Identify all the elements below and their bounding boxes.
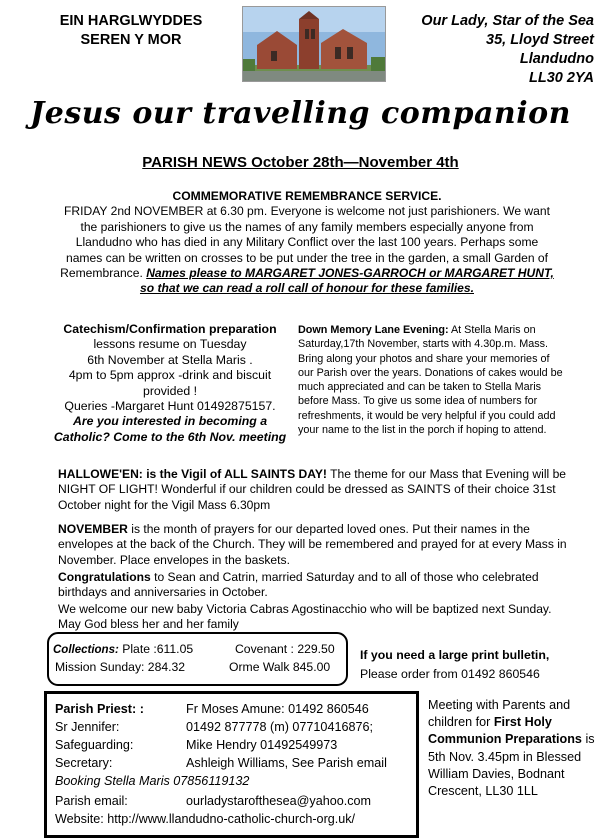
secretary-label: Secretary:: [55, 756, 113, 770]
halloween-body: The theme for our Mass that Evening will be NIGHT OF LIGHT! Wonderful if our children could be dressed as SAINTS of their choice 31st October night for the Vigil Mass 6.30pm: [58, 467, 567, 512]
catechism-line-1: lessons resume on Tuesday: [93, 337, 247, 352]
congratulations-body: to Sean and Catrin, married Saturday and to all of those who celebrated birthdays and anniversaries in October.: [58, 570, 539, 600]
memory-lane-heading: Down Memory Lane Evening:: [298, 324, 449, 336]
welsh-name-line-2: SEREN Y MOR: [80, 32, 182, 48]
collections-label: Collections:: [53, 644, 119, 656]
address-line-1: Our Lady, Star of the Sea: [421, 13, 594, 29]
welsh-name-line-1: EIN HARGLWYDDES: [59, 13, 203, 29]
catechism-heading: Catechism/Confirmation preparation: [63, 322, 277, 336]
remembrance-body: FRIDAY 2nd NOVEMBER at 6.30 pm. Everyone is welcome not just parishioners. We want the parishioners to give us the names of any family members especially anyone from Llandudno who has died in any Military Conflict over the last 100 years. Perhaps some names can be written on crosses to be put under the tree in the garden, a small Garden of Remembrance.: [60, 204, 550, 281]
remembrance-heading: COMMEMORATIVE REMEMBRANCE SERVICE.: [172, 189, 442, 203]
remembrance-names-request: Names please to MARGARET JONES-GARROCH or MARGARET HUNT, so that we can read a roll call of honour for these families.: [139, 266, 554, 296]
parish-priest-value: Fr Moses Amune: 01492 860546: [186, 702, 369, 716]
parish-email-label: Parish email:: [55, 794, 128, 808]
remembrance-text: [56, 204, 558, 296]
catechism-line-3: 4pm to 5pm approx -drink and biscuit provided !: [68, 368, 272, 398]
catechism-section: [52, 322, 288, 445]
halloween-heading: HALLOWE'EN: is the Vigil of ALL SAINTS DAY!: [58, 467, 327, 481]
parish-welsh-name: [36, 12, 226, 50]
parish-address: [396, 12, 594, 88]
november-body: is the month of prayers for our departed loved ones. Put their names in the envelopes at the back of the Church. They will be remembered and prayed for at every Mass in November. Place envelopes in the baskets.: [58, 522, 567, 567]
large-print-notice: [360, 646, 549, 684]
collections-plate: [53, 642, 193, 656]
parish-news-subtitle: PARISH NEWS October 28th—November 4th: [142, 154, 459, 171]
collections-box: [47, 632, 348, 686]
large-print-order: Please order from 01492 860546: [360, 667, 540, 681]
communion-intro: Meeting with Parents and children for: [428, 698, 571, 730]
mission-sunday-amount: Mission Sunday: 284.32: [55, 660, 186, 674]
church-illustration: [243, 7, 385, 81]
parish-website[interactable]: Website: http://www.llandudno-catholic-church-org.uk/: [55, 812, 356, 826]
sr-jennifer-value: 01492 877778 (m) 07710416876;: [186, 720, 373, 734]
sr-jennifer-label: Sr Jennifer:: [55, 720, 120, 734]
booking-stella-maris: Booking Stella Maris 07856119132: [55, 774, 250, 788]
november-heading: NOVEMBER: [58, 522, 128, 536]
safeguarding-label: Safeguarding:: [55, 738, 134, 752]
communion-heading: First Holy Communion Preparations: [428, 715, 582, 747]
catechism-line-2: 6th November at Stella Maris .: [87, 352, 253, 367]
address-line-2: 35, Lloyd Street: [486, 32, 594, 48]
church-photo: [242, 6, 386, 82]
november-section: [58, 522, 572, 568]
welcome-baby-text: We welcome our new baby Victoria Cabras Agostinacchio who will be baptized next Sunday. May God bless her and her family: [58, 602, 552, 632]
large-print-heading: If you need a large print bulletin,: [360, 648, 550, 662]
secretary-value: Ashleigh Williams, See Parish email: [186, 756, 387, 770]
address-line-4: LL30 2YA: [528, 70, 594, 86]
safeguarding-value: Mike Hendry 01492549973: [186, 738, 338, 752]
covenant-amount: Covenant : 229.50: [235, 642, 335, 656]
bulletin-title: Jesus our travelling companion: [30, 96, 571, 131]
parish-email-value[interactable]: ourladystarofthesea@yahoo.com: [186, 794, 372, 808]
catechism-question: Are you interested in becoming a Catholic? Come to the 6th Nov. meeting: [53, 414, 287, 444]
communion-details: is 5th Nov. 3.45pm in Blessed William Davies, Bodnant Crescent, LL30 1LL: [428, 732, 595, 799]
orme-walk-amount: Orme Walk 845.00: [229, 660, 331, 674]
halloween-section: [58, 467, 572, 513]
congratulations-section: [58, 570, 572, 601]
catechism-line-4: Queries -Margaret Hunt 01492875157.: [64, 399, 276, 414]
memory-lane-section: [298, 323, 568, 437]
congratulations-heading: Congratulations: [58, 570, 151, 584]
address-line-3: Llandudno: [519, 51, 594, 67]
memory-lane-body: At Stella Maris on Saturday,17th November, starts with 4.30p.m. Mass. Bring along your photos and share your memories of our Parish over the years. Donations of cakes would be much appreciated and can be taken to Stella Maris before Mass. To give us some idea of numbers for refreshments, it would be very helpful if you could add your name to the list in the porch if hoping to attend.: [298, 324, 563, 437]
remembrance-section: [56, 189, 558, 297]
plate-amount: Plate :611.05: [118, 642, 194, 656]
first-communion-notice: [428, 697, 598, 800]
parish-priest-label: Parish Priest: :: [55, 702, 144, 716]
parish-contacts-box: [44, 691, 419, 838]
